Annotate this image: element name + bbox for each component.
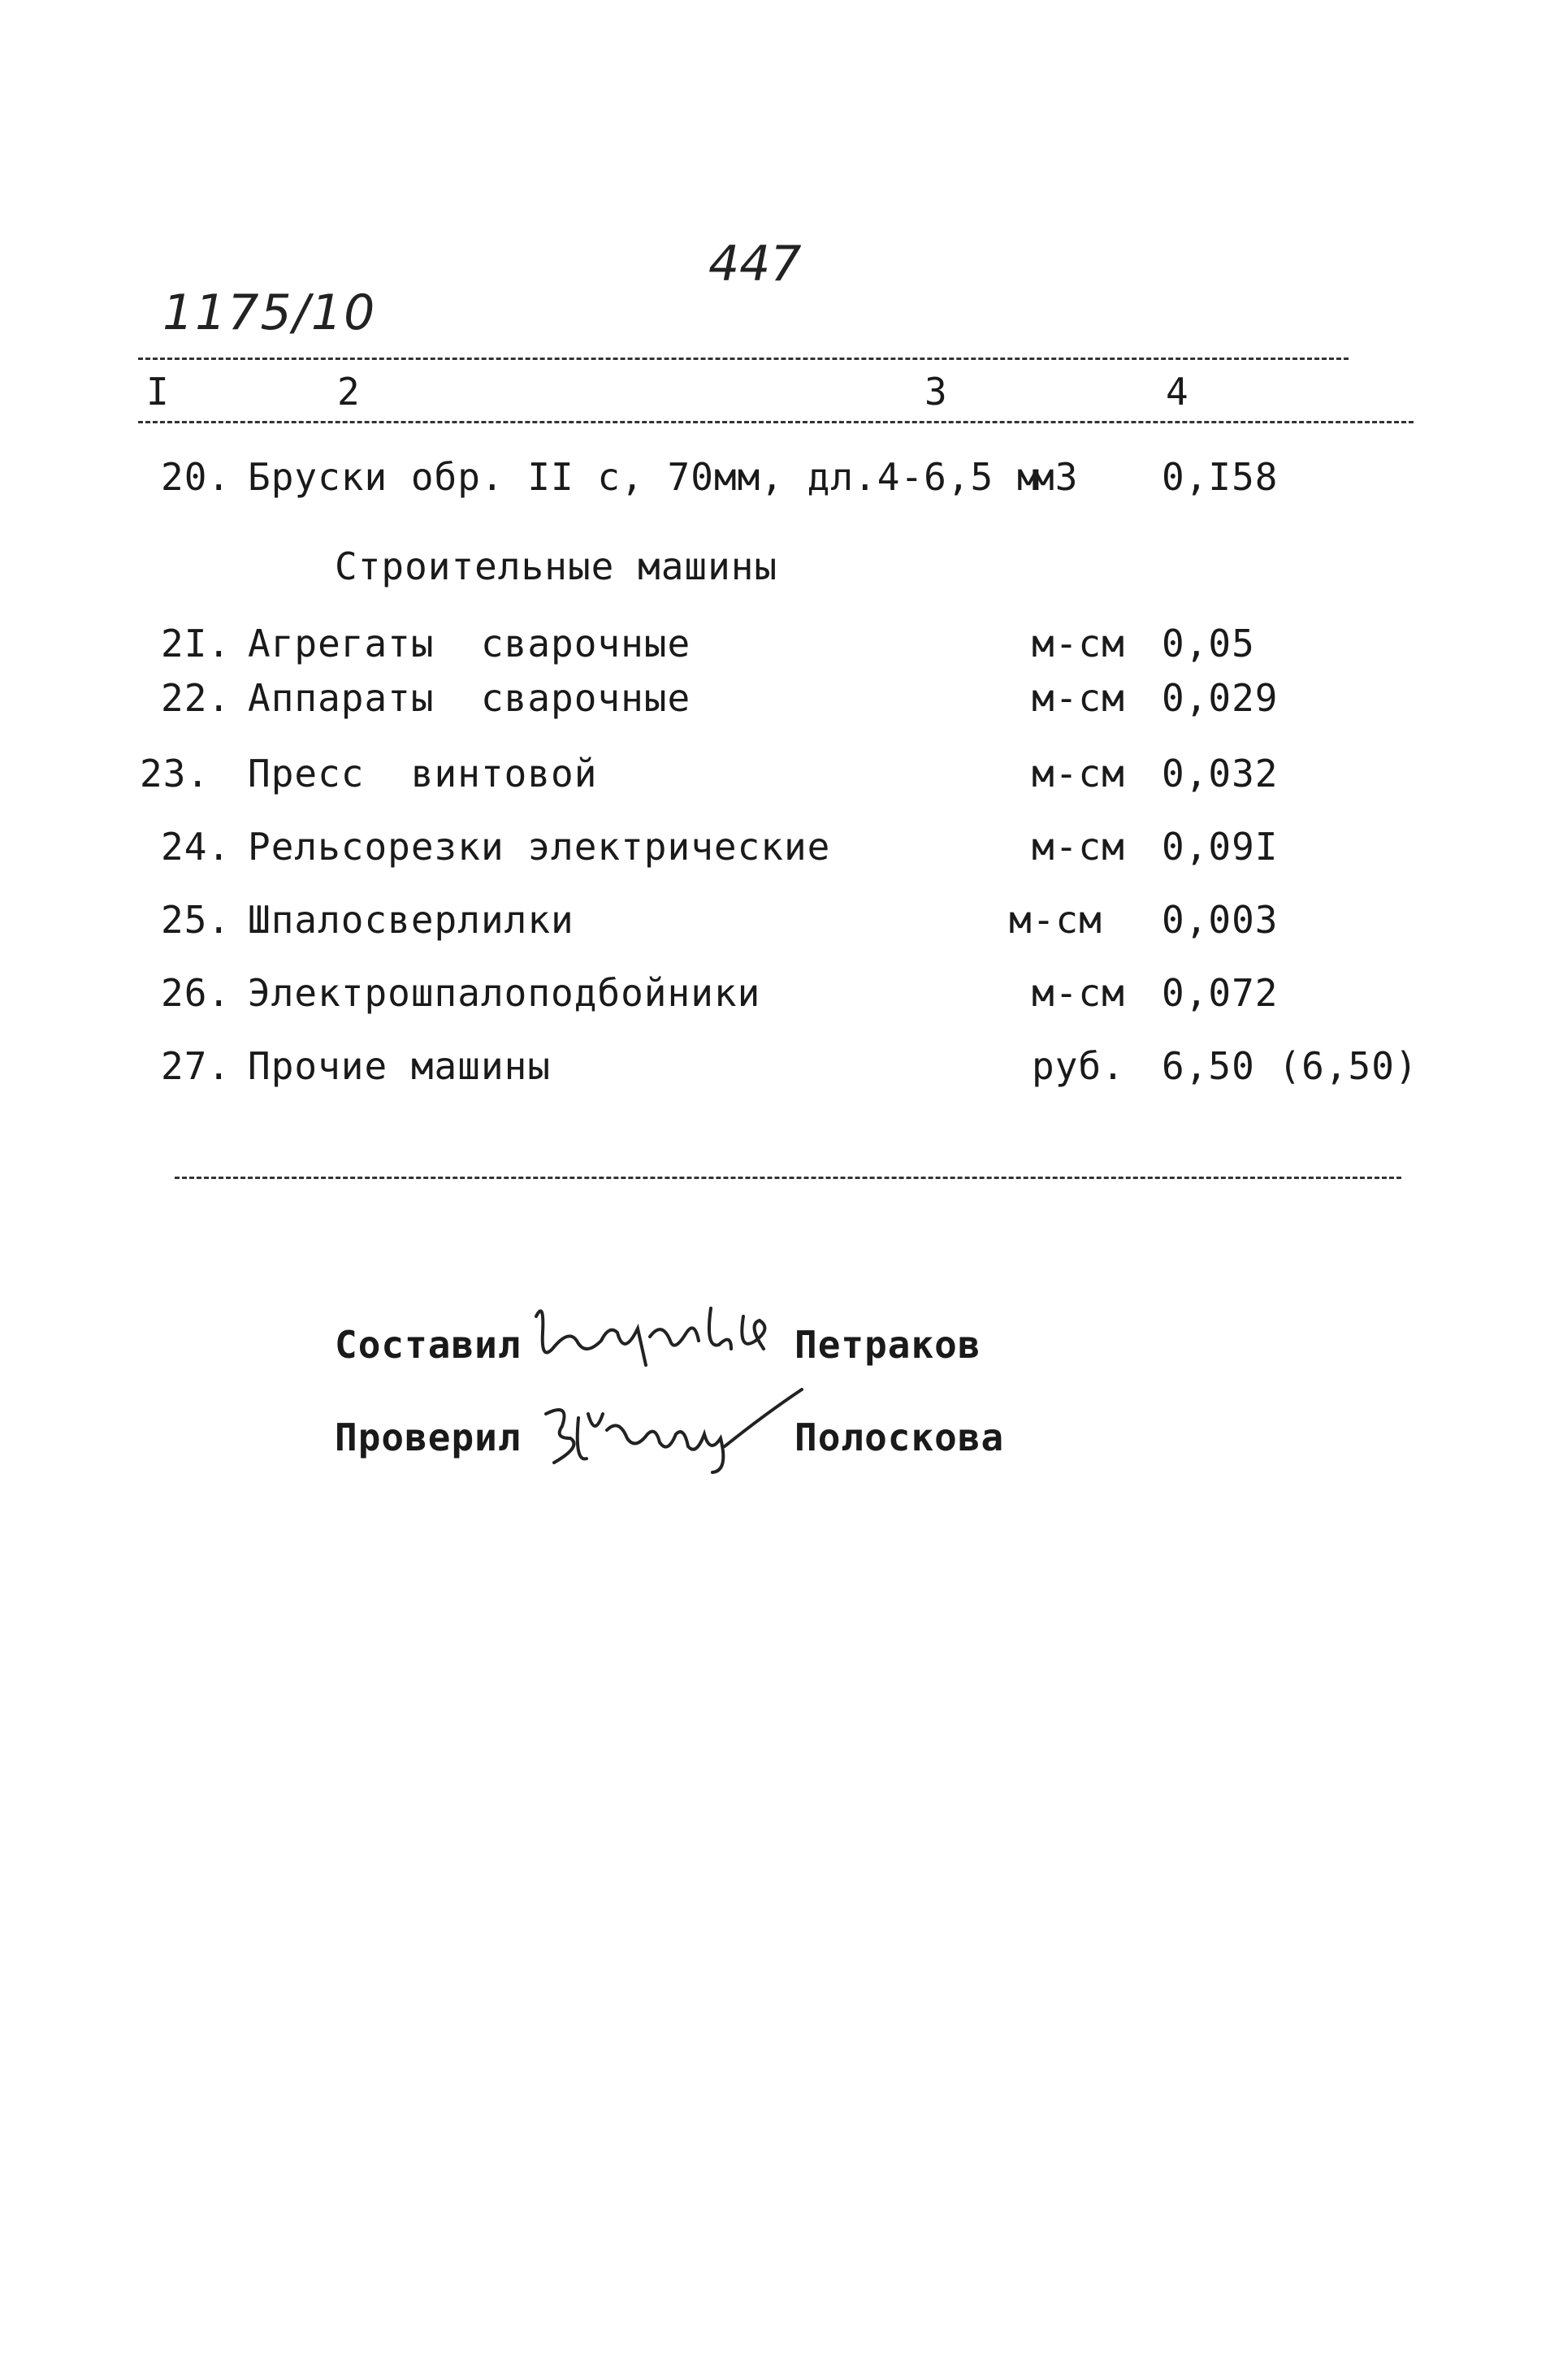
header-top-rule [138, 358, 1349, 360]
row-20-name: Бруски обр. II с, 70мм, дл.4-6,5 м [248, 455, 1041, 499]
row-23-num: 23. [140, 752, 210, 796]
row-24-value: 0,09I [1162, 825, 1279, 869]
row-20-value: 0,I58 [1162, 455, 1279, 499]
row-26-value: 0,072 [1162, 971, 1279, 1015]
compiled-label: Составил [335, 1323, 522, 1367]
row-24-name: Рельсорезки электрические [248, 825, 831, 869]
header-bottom-rule [138, 421, 1414, 423]
row-21-num: 2I. [161, 622, 232, 665]
col-header-2: 2 [337, 370, 361, 414]
row-27-value: 6,50 (6,50) [1162, 1044, 1418, 1088]
row-20-num: 20. [161, 455, 232, 499]
compiled-name: Петраков [794, 1323, 981, 1367]
row-23-value: 0,032 [1162, 752, 1279, 796]
row-25-name: Шпалосверлилки [248, 898, 574, 942]
checked-signature [538, 1381, 806, 1479]
row-20-unit: м3 [1032, 455, 1079, 499]
checked-name: Полоскова [794, 1415, 1005, 1459]
row-22-num: 22. [161, 676, 232, 720]
page-number: 447 [708, 236, 802, 293]
row-26-unit: м-см [1032, 971, 1125, 1015]
row-25-value: 0,003 [1162, 898, 1279, 942]
checked-label: Проверил [335, 1415, 522, 1459]
col-header-1: I [146, 370, 170, 414]
row-21-unit: м-см [1032, 622, 1125, 665]
col-header-4: 4 [1166, 370, 1189, 414]
row-22-name: Аппараты сварочные [248, 676, 691, 720]
row-22-value: 0,029 [1162, 676, 1279, 720]
row-23-name: Пресс винтовой [248, 752, 598, 796]
row-26-name: Электрошпалоподбойники [248, 971, 761, 1015]
row-21-value: 0,05 [1162, 622, 1255, 665]
table-end-rule [175, 1177, 1401, 1179]
row-22-unit: м-см [1032, 676, 1125, 720]
col-header-3: 3 [924, 370, 948, 414]
row-23-unit: м-см [1032, 752, 1125, 796]
row-27-name: Прочие машины [248, 1044, 552, 1088]
row-24-unit: м-см [1032, 825, 1125, 869]
row-26-num: 26. [161, 971, 232, 1015]
compiled-signature [528, 1284, 788, 1373]
row-24-num: 24. [161, 825, 232, 869]
row-25-num: 25. [161, 898, 232, 942]
row-21-name: Агрегаты сварочные [248, 622, 691, 665]
row-25-unit: м-см [1009, 898, 1102, 942]
doc-code: 1175/10 [162, 284, 377, 341]
row-27-num: 27. [161, 1044, 232, 1088]
section-heading: Строительные машины [335, 544, 778, 588]
row-27-unit: руб. [1032, 1044, 1125, 1088]
